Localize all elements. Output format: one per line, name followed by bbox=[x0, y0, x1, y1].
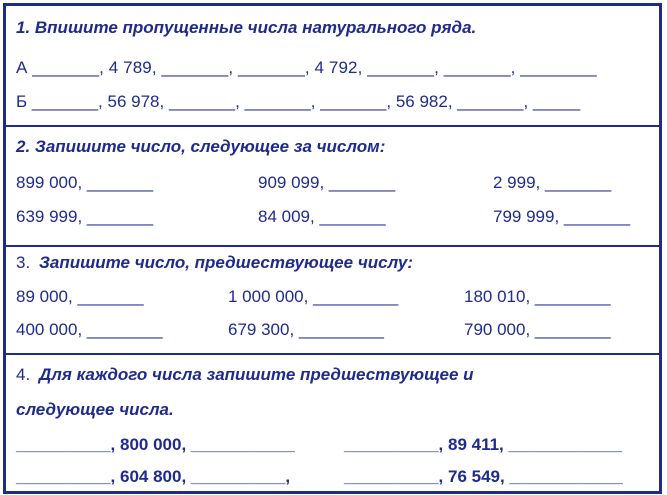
task-2-item: 799 999, _______ bbox=[493, 207, 631, 226]
task-2-title: 2. Запишите число, следующее за числом: bbox=[16, 137, 386, 156]
task-4-section bbox=[6, 353, 659, 491]
task-4-title-line-2: следующее числа. bbox=[16, 400, 174, 419]
task-2-item: 899 000, _______ bbox=[16, 173, 154, 192]
task-1-title: 1. Впишите пропущенные числа натурального ряда. bbox=[16, 18, 477, 37]
task-3-item: 180 010, ________ bbox=[464, 287, 611, 306]
task-4-title-line-1: Для каждого числа запишите предшествующее и bbox=[39, 365, 474, 384]
task-2-item: 2 999, _______ bbox=[493, 173, 612, 192]
task-1-row-a: А _______, 4 789, _______, _______, 4 792, _______, _______, ________ bbox=[16, 58, 597, 77]
worksheet-frame bbox=[3, 3, 662, 494]
task-3-item: 400 000, ________ bbox=[16, 320, 163, 339]
task-3-title: Запишите число, предшествующее числу: bbox=[39, 253, 414, 272]
task-2-item: 84 009, _______ bbox=[258, 207, 386, 226]
task-1-row-b: Б _______, 56 978, _______, _______, _______, 56 982, _______, _____ bbox=[16, 92, 581, 111]
task-1-section bbox=[6, 6, 659, 127]
task-3-item: 1 000 000, _________ bbox=[228, 287, 399, 306]
task-3-item: 790 000, ________ bbox=[464, 320, 611, 339]
task-2-section bbox=[6, 125, 659, 247]
task-4-item: __________, 604 800, __________, bbox=[16, 467, 291, 486]
task-4-item: __________, 89 411, ____________ bbox=[344, 435, 622, 454]
task-4-item: __________, 76 549, ____________ bbox=[344, 467, 623, 486]
task-3-number: 3. bbox=[16, 253, 31, 272]
task-4-item: __________, 800 000, ___________ bbox=[16, 435, 295, 454]
task-3-item: 89 000, _______ bbox=[16, 287, 144, 306]
task-2-item: 639 999, _______ bbox=[16, 207, 154, 226]
task-3-section bbox=[6, 245, 659, 355]
task-3-item: 679 300, _________ bbox=[228, 320, 384, 339]
task-4-number: 4. bbox=[16, 365, 31, 384]
task-2-item: 909 099, _______ bbox=[258, 173, 396, 192]
